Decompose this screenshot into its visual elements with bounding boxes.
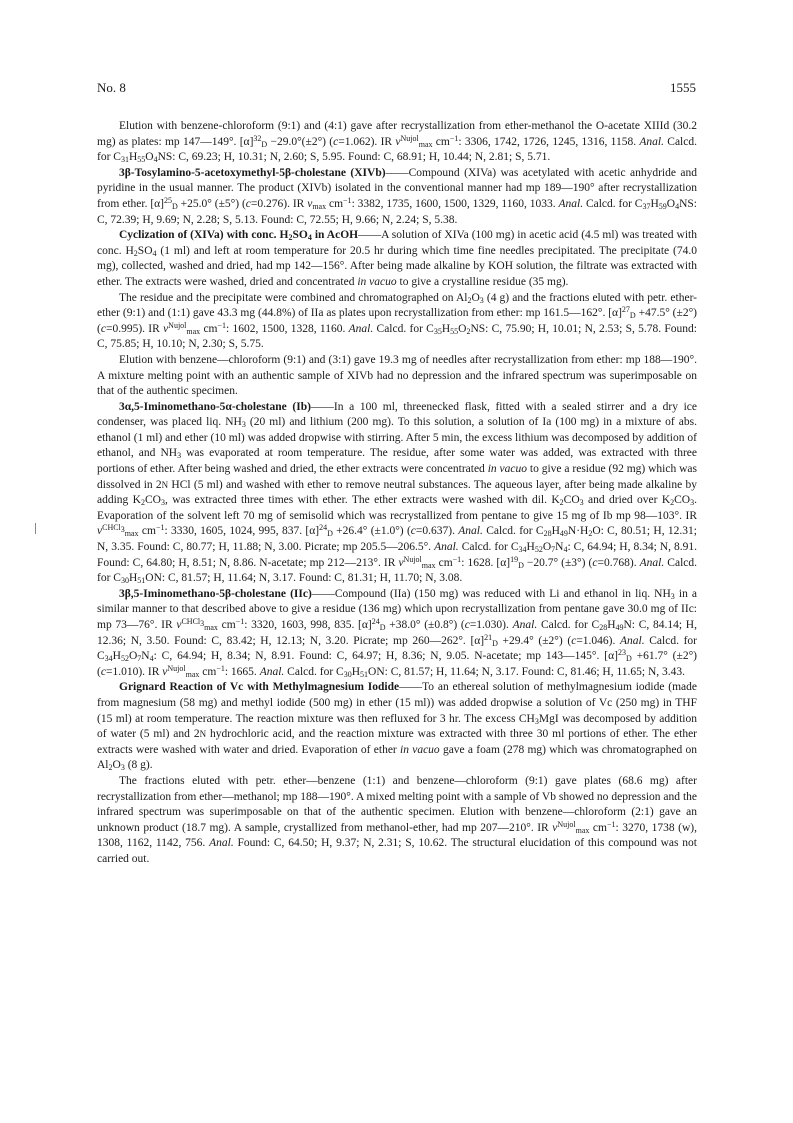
page-number: 1555 xyxy=(670,80,696,95)
paragraph-heading: Cyclization of (XIVa) with conc. $H_2SO_4$ in AcOH xyxy=(119,229,359,243)
issue-number: No. 8 xyxy=(97,80,126,95)
paragraph-text: ——To an ethereal solution of methylmagnesium iodide (made from magnesium (58 mg) and methyl iodide (500 mg) in ether (15 ml)) was added dropwise a solution of Vc (250 mg) in THF (15 ml) at room temperature. The reaction mixture was then refluxed for 3 hr. The excess $CH_3MgI$ was decomposed by addition of water (5 ml) and 2N hydrochloric acid, and the reaction mixture was extracted with three 30 ml portions of ether. The ether extracts were washed with water and dried. Evaporation of ether in vacuo gave a foam (278 mg) which was chromatographed on $Al_2O_3$ (8 g). xyxy=(97,681,698,773)
paragraph-heading: 3α,5-Iminomethano-5α-cholestane (Ib) xyxy=(119,400,311,413)
paragraph-text: ——A solution of XIVa (100 mg) in acetic acid (4.5 ml) was treated with conc. $H_2SO_4$ (1 ml) and left at room temperature for 20.5 hr during which time fine needles precipitated. The precipitate (74.0 mg), collected, washed and dried, had mp 142—156°. After being made alkaline by KOH solution, the filtrate was extracted with ether. The extracts were washed, dried and concentrated in vacuo to give a crystalline residue (35 mg). xyxy=(97,229,698,288)
paragraph xyxy=(97,774,697,868)
paragraph-heading: Grignard Reaction of Vc with Methylmagnesium Iodide xyxy=(119,681,400,694)
paragraph-text: ——In a 100 ml, threenecked flask, fitted with a sealed stirrer and a dry ice condenser, was placed liq. $NH_3$ (20 ml) and lithium (200 mg). To this solution, a solution of Ia (100 mg) in a mixture of abs. ethanol (1 ml) and ether (10 ml) was added dropwise with stirring. After 5 min, the excess lithium was decomposed by addition of ethanol, and $NH_3$ was evaporated at room temperature. The residue, after some water was added, was extracted with three portions of ether. After being washed and dried, the ether extracts were concentrated in vacuo to give a residue (92 mg) which was dissolved in 2N HCl (5 ml) and washed with ether to remove neutral substances. The aqueous layer, after being made alkaline by adding $K_2CO_3$, was extracted three times with ether. The ether extracts were washed with dil. $K_2CO_3$ and dried over $K_2CO_3$. Evaporation of the solvent left 70 mg of semisolid which was recrystallized from pentane to give 15 mg of Ib mp 98—103°. IR $\nu^{CHCl_3}_{max}$ $cm^{-1}$: 3330, 1605, 1024, 995, 837. $[\alpha]^{24}_D +26.4^\circ$ (±1.0°) (c=0.637). Anal. Calcd. for $C_{28}H_{49}N\cdot H_2O$: C, 80.51; H, 12.31; N, 3.35. Found: C, 80.77; H, 11.88; N, 3.00. Picrate; mp 205.5—206.5°. Anal. Calcd. for $C_{34}H_{52}O_7N_4$: C, 64.94; H, 8.34; N, 8.91. Found: C, 64.80; H, 8.51; N, 8.86. N-acetate; mp 212—213°. IR $\nu^{Nujol}_{max}$ $cm^{-1}$: 1628. $[\alpha]^{19}_D -20.7^\circ$ (±3°) (c=0.768). Anal. Calcd. for $C_{30}H_{51}ON$: C, 81.57; H, 11.64; N, 3.17. Found: C, 81.31; H, 11.70; N, 3.08. xyxy=(97,400,698,586)
paragraph-text: Elution with benzene-chloroform (9:1) and (4:1) gave after recrystallization from ether-methanol the O-acetate XIIId (30.2 mg) as plates: mp 147—149°. $[\alpha]^{32}_D -29.0^\circ(\pm 2^\circ)$ (c=1.062). IR $\nu^{Nujol}_{max}$ $cm^{-1}$: 3306, 1742, 1726, 1245, 1316, 1158. Anal. Calcd. for $C_{31}H_{55}O_4NS$: C, 69.23; H, 10.31; N, 2.60; S, 5.95. Found: C, 68.91; H, 10.44; N, 2.81; S, 5.71. xyxy=(97,120,697,165)
article-body xyxy=(97,119,697,868)
paragraph xyxy=(97,353,697,400)
margin-mark xyxy=(35,523,36,534)
paragraph-heading: 3β,5-Iminomethano-5β-cholestane (IIc) xyxy=(119,587,312,600)
paragraph-text: ——Compound (IIa) (150 mg) was reduced with Li and ethanol in liq. $NH_3$ in a similar manner to that described above to give a residue (136 mg) which upon recrystallization from pentane gave 30.0 mg of IIc: mp 73—76°. IR $\nu^{CHCl_3}_{max}$ $cm^{-1}$: 3320, 1603, 998, 835. $[\alpha]^{24}_D +38.0^\circ$ (±0.8°) (c=1.030). Anal. Calcd. for $C_{28}H_{49}N$: C, 84.14; H, 12.36; N, 3.50. Found: C, 83.42; H, 12.13; N, 3.20. Picrate; mp 260—262°. $[\alpha]^{21}_D +29.4^\circ$ (±2°) (c=1.046). Anal. Calcd. for $C_{34}H_{52}O_7N_4$: C, 64.94; H, 8.34; N, 8.91. Found: C, 64.97; H, 8.36; N, 9.05. N-acetate; mp 143—145°. $[\alpha]^{23}_D +61.7^\circ$ (±2°) (c=1.010). IR $\nu^{Nujol}_{max}$ $cm^{-1}$: 1665. Anal. Calcd. for $C_{30}H_{51}ON$: C, 81.57; H, 11.64; N, 3.17. Found: C, 81.46; H, 11.65; N, 3.43. xyxy=(97,587,698,679)
page-header xyxy=(97,80,696,100)
paragraph xyxy=(97,291,697,353)
paragraph xyxy=(97,228,697,290)
paragraph-text: Elution with benzene—chloroform (9:1) and (3:1) gave 19.3 mg of needles after recrystallization from ether: mp 188—190°. A mixture melting point with an authentic sample of XIVb had no depression and the infrared spectrum was superimposable on that of the authentic specimen. xyxy=(97,353,697,398)
paragraph xyxy=(97,680,697,774)
paragraph xyxy=(97,166,697,228)
paragraph-heading: 3β-Tosylamino-5-acetoxymethyl-5β-cholestane (XIVb) xyxy=(119,166,386,179)
paragraph-text: The residue and the precipitate were combined and chromatographed on $Al_2O_3$ (4 g) and the fractions eluted with petr. ether-ether (9:1) and (1:1) gave 43.3 mg (44.8%) of IIa as plates upon recrystallization from ether: mp 161.5—162°. $[\alpha]^{27}_D +47.5^\circ$ (±2°) (c=0.995). IR $\nu^{Nujol}_{max}$ $cm^{-1}$: 1602, 1500, 1328, 1160. Anal. Calcd. for $C_{35}H_{55}O_2NS$: C, 75.90; H, 10.01; N, 2.53; S, 5.78. Found: C, 75.85; H, 10.10; N, 2.30; S, 5.75. xyxy=(97,291,697,351)
paragraph xyxy=(97,587,697,681)
paragraph xyxy=(97,400,697,587)
paragraph-text: ——Compound (XIVa) was acetylated with acetic anhydride and pyridine in the usual manner. The product (XIVb) isolated in the conventional manner had mp 189—190° after recrystallization from ether. $[\alpha]^{25}_D +25.0^\circ$ (±5°) (c=0.276). IR $\nu_{max}$ $cm^{-1}$: 3382, 1735, 1600, 1500, 1329, 1160, 1033. Anal. Calcd. for $C_{37}H_{59}O_4NS$: C, 72.39; H, 9.69; N, 2.28; S, 5.13. Found: C, 72.55; H, 9.66; N, 2.24; S, 5.38. xyxy=(97,166,698,226)
paragraph xyxy=(97,119,697,166)
paragraph-text: The fractions eluted with petr. ether—benzene (1:1) and benzene—chloroform (9:1) gave plates (68.6 mg) after recrystallization from ether—methanol; mp 188—190°. A mixed melting point with a sample of Vb showed no depression and the infrared spectrum was superimposable on that of the authentic specimen. Elution with benzene—chloroform (2:1) gave an unknown product (18.7 mg). A sample, crystallized from methanol-ether, had mp 207—210°. IR $\nu^{Nujol}_{max}$ $cm^{-1}$: 3270, 1738 (w), 1308, 1162, 1142, 756. Anal. Found: C, 64.50; H, 9.37; N, 2.31; S, 10.62. The structural elucidation of this compound was not carried out. xyxy=(97,774,697,865)
